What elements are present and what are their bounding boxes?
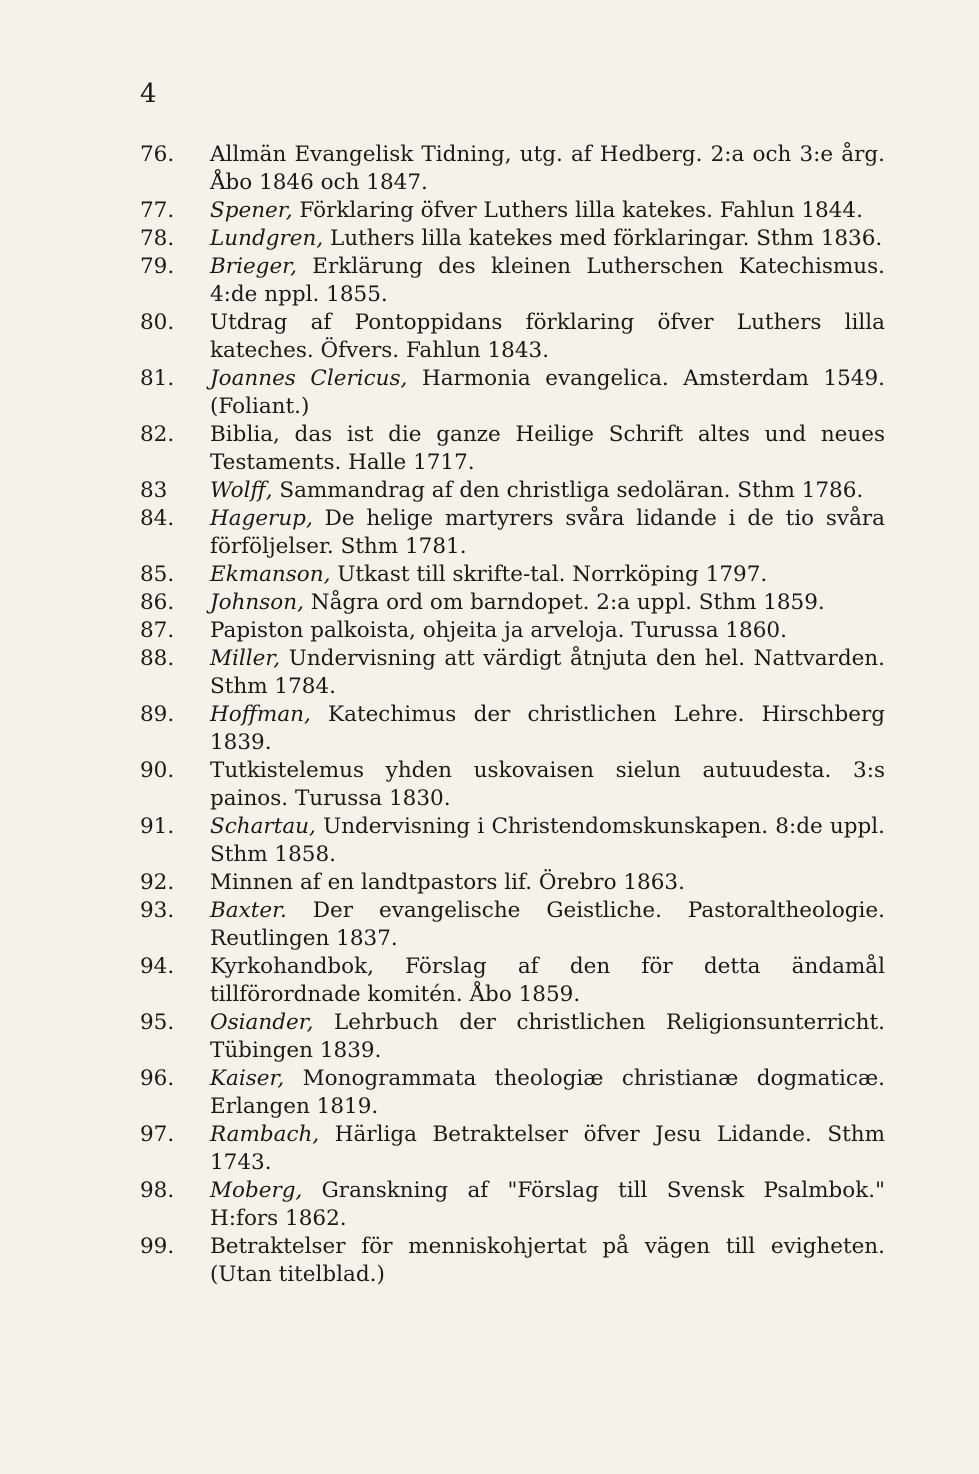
entry-author: Ekmanson, <box>210 562 331 587</box>
entry-text: Granskning af "Förslag till Svensk Psalmbok." H:fors 1862. <box>210 1178 885 1231</box>
entry-text: Utkast till skrifte-tal. Norrköping 1797. <box>330 562 768 587</box>
page-number: 4 <box>140 79 157 109</box>
entry-text: Härliga Betraktelser öfver Jesu Lidande. Sthm 1743. <box>210 1122 885 1175</box>
entry-text: Der evangelische Geistliche. Pastoraltheologie. Reutlingen 1837. <box>210 898 885 951</box>
entry-76 <box>140 141 885 197</box>
entry-text: Kyrkohandbok, Förslag af den för detta ändamål tillförordnade komitén. Åbo 1859. <box>210 954 885 1007</box>
entry-author: Joannes Clericus, <box>210 366 408 391</box>
entry-number: 79. <box>140 254 175 279</box>
entry-80 <box>140 309 885 365</box>
entry-number: 77. <box>140 198 175 223</box>
entry-88 <box>140 645 885 701</box>
entry-number: 91. <box>140 814 175 839</box>
bibliography-list <box>140 141 885 1289</box>
entry-author: Johnson, <box>210 590 304 615</box>
entry-text: Tutkistelemus yhden uskovaisen sielun autuudesta. 3:s painos. Turussa 1830. <box>210 758 885 811</box>
entry-number: 90. <box>140 758 175 783</box>
entry-number: 81. <box>140 366 175 391</box>
entry-95 <box>140 1009 885 1065</box>
entry-author: Baxter. <box>210 898 287 923</box>
entry-text: Allmän Evangelisk Tidning, utg. af Hedberg. 2:a och 3:e årg. Åbo 1846 och 1847. <box>210 142 885 195</box>
entry-number: 80. <box>140 310 175 335</box>
entry-number: 96. <box>140 1066 175 1091</box>
entry-author: Spener, <box>210 198 293 223</box>
entry-number: 85. <box>140 562 175 587</box>
entry-84 <box>140 505 885 561</box>
entry-text: Några ord om barndopet. 2:a uppl. Sthm 1859. <box>303 590 825 615</box>
entry-number: 89. <box>140 702 175 727</box>
entry-83 <box>140 477 885 505</box>
entry-number: 98. <box>140 1178 175 1203</box>
entry-96 <box>140 1065 885 1121</box>
entry-77 <box>140 197 885 225</box>
entry-author: Schartau, <box>210 814 316 839</box>
entry-text: Harmonia evangelica. Amsterdam 1549. (Foliant.) <box>210 366 885 419</box>
entry-number: 95. <box>140 1010 175 1035</box>
entry-number: 82. <box>140 422 175 447</box>
entry-text: Papiston palkoista, ohjeita ja arveloja. Turussa 1860. <box>210 618 787 643</box>
entry-number: 88. <box>140 646 175 671</box>
entry-text: Sammandrag af den christliga sedoläran. Sthm 1786. <box>272 478 864 503</box>
entry-author: Moberg, <box>210 1178 303 1203</box>
entry-81 <box>140 365 885 421</box>
entry-number: 93. <box>140 898 175 923</box>
entry-85 <box>140 561 885 589</box>
entry-97 <box>140 1121 885 1177</box>
entry-number: 92. <box>140 870 175 895</box>
entry-text: Betraktelser för menniskohjertat på vägen till evigheten. (Utan titelblad.) <box>210 1234 885 1287</box>
entry-text: Utdrag af Pontoppidans förklaring öfver Luthers lilla kateches. Öfvers. Fahlun 1843. <box>210 310 885 363</box>
entry-author: Rambach, <box>210 1122 320 1147</box>
entry-89 <box>140 701 885 757</box>
entry-number: 83 <box>140 478 168 503</box>
entry-number: 76. <box>140 142 175 167</box>
entry-text: Undervisning att värdigt åtnjuta den hel. Nattvarden. Sthm 1784. <box>210 646 885 699</box>
entry-number: 94. <box>140 954 175 979</box>
entry-79 <box>140 253 885 309</box>
entry-87 <box>140 617 885 645</box>
entry-author: Hoffman, <box>210 702 311 727</box>
entry-author: Kaiser, <box>210 1066 285 1091</box>
entry-98 <box>140 1177 885 1233</box>
entry-author: Brieger, <box>210 254 297 279</box>
entry-author: Miller, <box>210 646 281 671</box>
entry-text: Erklärung des kleinen Lutherschen Katechismus. 4:de nppl. 1855. <box>210 254 885 307</box>
entry-author: Wolff, <box>210 478 273 503</box>
entry-text: Minnen af en landtpastors lif. Örebro 1863. <box>210 870 685 895</box>
entry-number: 97. <box>140 1122 175 1147</box>
entry-text: De helige martyrers svåra lidande i de tio svåra förföljelser. Sthm 1781. <box>210 506 885 559</box>
entry-93 <box>140 897 885 953</box>
entry-text: Katechimus der christlichen Lehre. Hirschberg 1839. <box>210 702 885 755</box>
entry-92 <box>140 869 885 897</box>
entry-number: 84. <box>140 506 175 531</box>
entry-82 <box>140 421 885 477</box>
entry-text: Monogrammata theologiæ christianæ dogmaticæ. Erlangen 1819. <box>210 1066 885 1119</box>
entry-number: 86. <box>140 590 175 615</box>
entry-86 <box>140 589 885 617</box>
entry-author: Osiander, <box>210 1010 314 1035</box>
entry-91 <box>140 813 885 869</box>
entry-number: 78. <box>140 226 175 251</box>
entry-99 <box>140 1233 885 1289</box>
entry-78 <box>140 225 885 253</box>
entry-text: Luthers lilla katekes med förklaringar. Sthm 1836. <box>323 226 883 251</box>
entry-author: Lundgren, <box>210 226 324 251</box>
entry-90 <box>140 757 885 813</box>
entry-author: Hagerup, <box>210 506 313 531</box>
entry-text: Förklaring öfver Luthers lilla katekes. Fahlun 1844. <box>292 198 863 223</box>
entry-text: Lehrbuch der christlichen Religionsunterricht. Tübingen 1839. <box>210 1010 885 1063</box>
entry-94 <box>140 953 885 1009</box>
entry-number: 87. <box>140 618 175 643</box>
entry-number: 99. <box>140 1234 175 1259</box>
entry-text: Undervisning i Christendomskunskapen. 8:de uppl. Sthm 1858. <box>210 814 885 867</box>
entry-text: Biblia, das ist die ganze Heilige Schrift altes und neues Testaments. Halle 1717. <box>210 422 885 475</box>
